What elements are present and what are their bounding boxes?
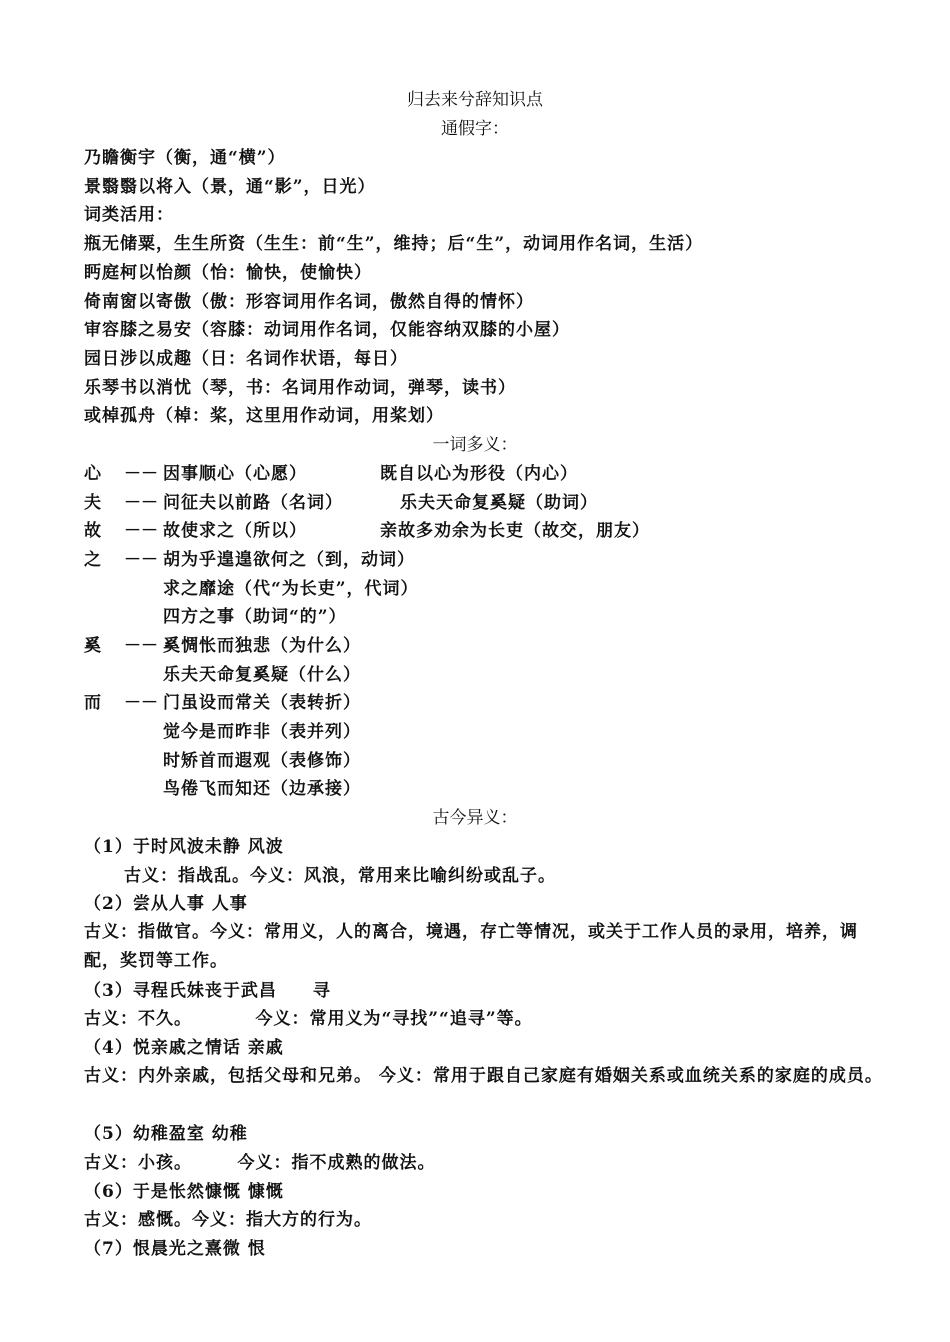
gujin-item-title: （5）幼稚盈室 幼稚 <box>84 1124 248 1144</box>
polysemy-word: 心 <box>84 464 101 484</box>
polysemy-sense: 门虽设而常关（表转折） <box>163 693 361 713</box>
gujin-item-body: 古义：指做官。今义：常用义，人的离合，境遇，存亡等情况，或关于工作人员的录用，培养，调配，奖罚等工作。 <box>84 922 858 971</box>
polysemy-sense: 乐夫天命复奚疑（什么） <box>163 665 361 685</box>
polysemy-word: 奚 <box>84 636 101 656</box>
polysemy-separator: －－ <box>124 493 158 513</box>
polysemy-word: 之 <box>84 550 101 570</box>
cilei-item: 审容膝之易安（容膝：动词用作名词，仅能容纳双膝的小屋） <box>84 320 570 340</box>
polysemy-separator: －－ <box>124 521 158 541</box>
gujin-item-body: 古义：小孩。 今义：指不成熟的做法。 <box>84 1153 436 1173</box>
cilei-item: 瓶无储粟，生生所资（生生：前“生”，维持；后“生”，动词用作名词，生活） <box>84 234 704 254</box>
gujin-item-body: 古义：内外亲戚，包括父母和兄弟。 今义：常用于跟自己家庭有婚姻关系或血统关系的家庭的成员。 <box>84 1066 883 1086</box>
polysemy-word: 夫 <box>84 493 101 513</box>
tongjia-item: 景翳翳以将入（景，通“影”，日光） <box>84 177 376 197</box>
polysemy-sense: 胡为乎遑遑欲何之（到，动词） <box>163 550 415 570</box>
polysemy-sense: 四方之事（助词“的”） <box>163 607 347 627</box>
section-heading-gujin: 古今异义： <box>432 808 518 828</box>
cilei-item: 乐琴书以消忧（琴，书：名词用作动词，弹琴，读书） <box>84 378 516 398</box>
cilei-item: 园日涉以成趣（日：名词作状语，每日） <box>84 349 408 369</box>
gujin-item-body: 古义：感慨。今义：指大方的行为。 <box>84 1210 372 1230</box>
polysemy-sense: 鸟倦飞而知还（边承接） <box>163 779 361 799</box>
polysemy-sense: 亲故多劝余为长吏（故交，朋友） <box>380 521 650 541</box>
gujin-item-body: 古义：指战乱。今义：风浪，常用来比喻纠纷或乱子。 <box>124 866 556 886</box>
polysemy-sense: 时矫首而遐观（表修饰） <box>163 751 361 771</box>
polysemy-sense: 觉今是而昨非（表并列） <box>163 722 361 742</box>
section-heading-tongjia: 通假字： <box>441 119 509 139</box>
gujin-item-title: （2）尝从人事 人事 <box>84 894 248 914</box>
cilei-item: 眄庭柯以怡颜（怡：愉快，使愉快） <box>84 263 372 283</box>
polysemy-sense: 求之靡途（代“为长吏”，代词） <box>163 579 419 599</box>
polysemy-word: 而 <box>84 693 101 713</box>
document-title: 归去来兮辞知识点 <box>407 90 543 110</box>
gujin-item-title: （4）悦亲戚之情话 亲戚 <box>84 1038 284 1058</box>
polysemy-sense: 奚惆怅而独悲（为什么） <box>163 636 361 656</box>
gujin-item-title: （6）于是怅然慷慨 慷慨 <box>84 1182 284 1202</box>
polysemy-sense: 故使求之（所以） <box>163 521 307 541</box>
gujin-item-title: （3）寻程氏妹丧于武昌 寻 <box>84 981 331 1001</box>
cilei-item: 倚南窗以寄傲（傲：形容词用作名词，傲然自得的情怀） <box>84 292 534 312</box>
polysemy-word: 故 <box>84 521 101 541</box>
cilei-item: 或棹孤舟（棹：桨，这里用作动词，用桨划） <box>84 406 444 426</box>
polysemy-separator: －－ <box>124 550 158 570</box>
polysemy-separator: －－ <box>124 693 158 713</box>
polysemy-separator: －－ <box>124 636 158 656</box>
gujin-item-title: （1）于时风波未静 风波 <box>84 837 284 857</box>
polysemy-sense: 乐夫天命复奚疑（助词） <box>400 493 598 513</box>
tongjia-item: 乃瞻衡宇（衡，通“横”） <box>84 148 286 168</box>
polysemy-sense: 问征夫以前路（名词） <box>163 493 343 513</box>
polysemy-sense: 因事顺心（心愿） <box>163 464 307 484</box>
polysemy-sense: 既自以心为形役（内心） <box>380 464 578 484</box>
gujin-item-title: （7）恨晨光之熹微 恨 <box>84 1239 266 1259</box>
polysemy-separator: －－ <box>124 464 158 484</box>
section-heading-cilei: 词类活用： <box>84 205 174 225</box>
section-heading-yici: 一词多义： <box>432 435 518 455</box>
gujin-item-body: 古义：不久。 今义：常用义为“寻找”“追寻”等。 <box>84 1009 533 1029</box>
